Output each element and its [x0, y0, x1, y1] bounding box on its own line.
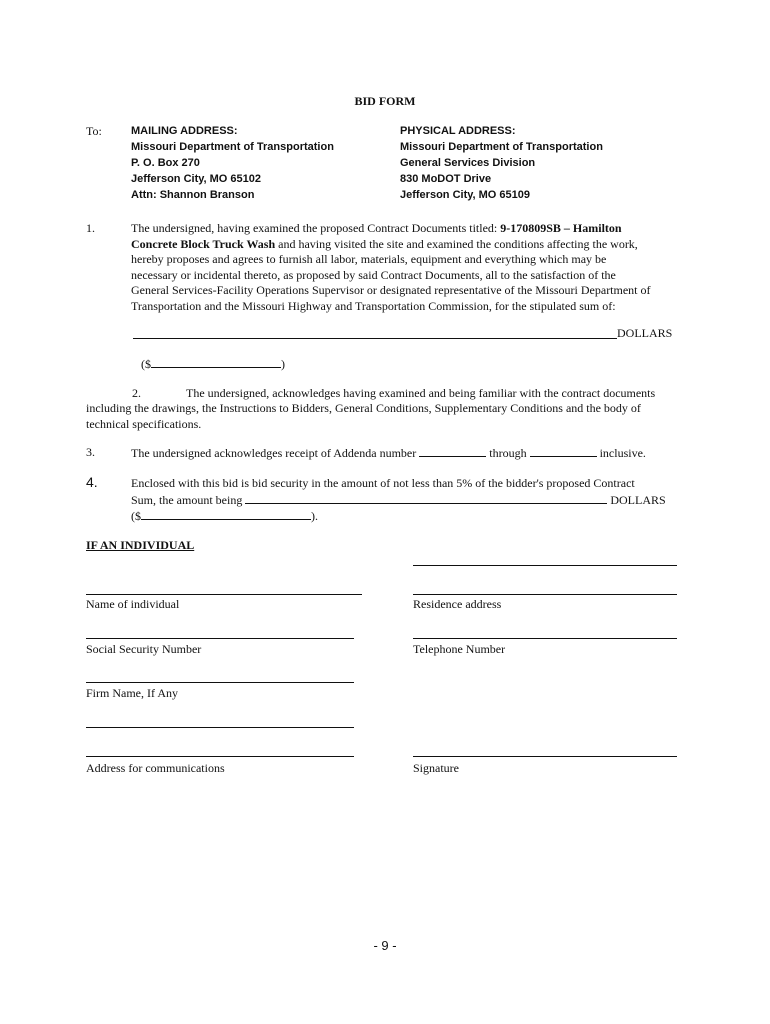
contract-name: Concrete Block Truck Wash — [131, 236, 276, 251]
telephone-field[interactable] — [413, 638, 677, 639]
item-4-line: Enclosed with this bid is bid security in the amount of not less than 5% of the bidder's proposed Contract — [131, 476, 635, 490]
addenda-to-field[interactable] — [530, 445, 597, 457]
item-2-line: The undersigned, acknowledges having examined and being familiar with the contract documents — [186, 386, 656, 400]
stipulated-sum-words-line[interactable] — [133, 338, 617, 339]
page-number: - 9 - — [373, 938, 397, 953]
ssn-label: Social Security Number — [86, 642, 202, 656]
bid-security-amount-field[interactable] — [141, 508, 311, 520]
ssn-field[interactable] — [86, 638, 354, 639]
residence-address-line-2[interactable] — [413, 594, 677, 595]
addenda-from-field[interactable] — [419, 445, 486, 457]
firm-name-field[interactable] — [86, 682, 354, 683]
residence-address-line-1[interactable] — [413, 565, 677, 566]
item-1-line: Transportation and the Missouri Highway and Transportation Commission, for the stipulated sum of: — [131, 298, 616, 313]
address-for-communications-label: Address for communications — [86, 761, 225, 775]
firm-name-label: Firm Name, If Any — [86, 686, 178, 700]
mailing-address-line: P. O. Box 270 — [131, 157, 200, 169]
if-an-individual-heading: IF AN INDIVIDUAL — [86, 538, 195, 552]
dollars-label: DOLLARS — [617, 326, 673, 340]
item-2-number: 2. — [132, 386, 141, 400]
item-1-line: General Services-Facility Operations Supervisor or designated representative of the Missouri Department of — [131, 283, 651, 297]
mailing-address-heading: MAILING ADDRESS: — [131, 125, 238, 137]
item-2-line: technical specifications. — [86, 416, 202, 431]
name-of-individual-label: Name of individual — [86, 597, 180, 611]
item-1-line: necessary or incidental thereto, as proposed by said Contract Documents, all to the satisfaction of the — [131, 267, 616, 282]
item-3-label: The undersigned acknowledges receipt of Addenda number — [131, 446, 420, 460]
stipulated-sum-amount — [141, 356, 285, 372]
residence-address-label: Residence address — [413, 597, 502, 611]
physical-address-block — [400, 123, 603, 203]
item-3-text — [131, 445, 646, 461]
physical-address-heading: PHYSICAL ADDRESS: — [400, 125, 516, 137]
item-1-line: and having visited the site and examined the conditions affecting the work, — [275, 236, 638, 251]
item-1-intro: The undersigned, having examined the proposed Contract Documents titled: — [131, 221, 501, 235]
dollars-label: DOLLARS — [607, 492, 666, 507]
address-for-communications-line-2[interactable] — [86, 756, 354, 757]
mailing-address-line: Jefferson City, MO 65102 — [131, 173, 262, 185]
item-3-number: 3. — [86, 445, 95, 459]
item-1-number: 1. — [86, 221, 95, 235]
signature-label: Signature — [413, 761, 459, 775]
mailing-address-line: Missouri Department of Transportation — [131, 141, 334, 153]
physical-address-line: General Services Division — [400, 157, 536, 169]
through-label: through — [486, 446, 530, 460]
signature-field[interactable] — [413, 756, 677, 757]
physical-address-line: Jefferson City, MO 65109 — [400, 189, 531, 201]
telephone-label: Telephone Number — [413, 642, 506, 656]
contract-id: 9-170809SB – Hamilton — [500, 221, 622, 235]
to-label: To: — [86, 124, 102, 138]
stipulated-sum-amount-field[interactable] — [151, 356, 281, 368]
close-paren: ) — [281, 357, 285, 371]
address-for-communications-line-1[interactable] — [86, 727, 354, 728]
name-of-individual-field[interactable] — [86, 594, 362, 595]
inclusive-label: inclusive. — [596, 446, 646, 460]
bid-security-words-field[interactable] — [245, 492, 607, 504]
page-title: BID FORM — [354, 94, 416, 108]
item-2-text — [86, 401, 706, 432]
physical-address-line: 830 MoDOT Drive — [400, 173, 492, 185]
dollar-sign: ($ — [141, 357, 151, 371]
item-4-line: Sum, the amount being — [131, 492, 246, 507]
item-2-line: including the drawings, the Instructions to Bidders, General Conditions, Supplementary Conditions and the body of — [86, 401, 641, 415]
item-4-number: 4. — [86, 474, 98, 490]
mailing-address-line: Attn: Shannon Branson — [131, 189, 255, 201]
item-4-text — [131, 476, 711, 525]
close-paren: ). — [311, 509, 318, 523]
item-1-line: hereby proposes and agrees to furnish all labor, materials, equipment and everything which may be — [131, 252, 607, 266]
mailing-address-block — [131, 123, 334, 203]
item-1-text — [131, 221, 691, 314]
physical-address-line: Missouri Department of Transportation — [400, 141, 603, 153]
dollar-sign: ($ — [131, 509, 141, 523]
